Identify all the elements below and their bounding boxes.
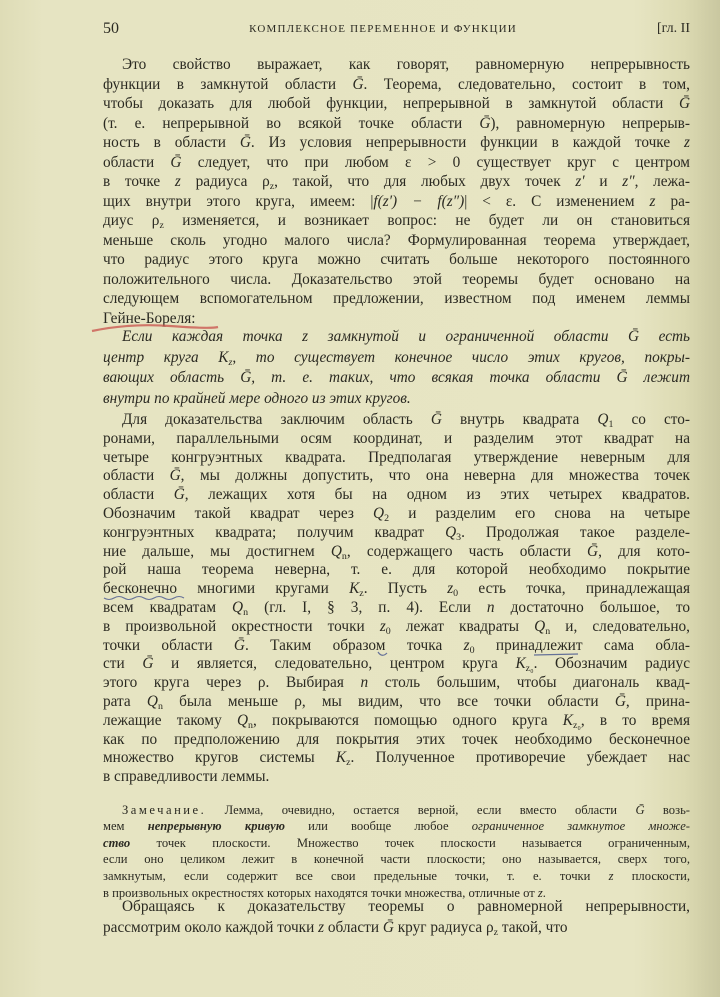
text-line	[103, 730, 690, 750]
subscript: 3	[456, 531, 462, 543]
text-run: . Обозначим радиус	[533, 655, 690, 673]
text-run: круг радиуса ρ	[393, 919, 494, 936]
text-run: и	[584, 173, 623, 190]
text-run: . Из условия непрерывности функции в каждой точке	[250, 134, 685, 151]
text-run: , покрываются помощью одного круга	[252, 711, 563, 729]
text-line	[103, 748, 690, 768]
emphasis-text: Ḡ	[173, 486, 185, 504]
subscript: z	[346, 757, 351, 769]
text-line	[103, 133, 690, 153]
text-run: . Теорема, следовательно, состоит в том,	[363, 75, 690, 93]
text-run: центр круга K	[103, 348, 229, 366]
emphasis-text: ограниченное замкнутое множе-	[471, 819, 690, 834]
text-run: | < ε. С изменением	[464, 192, 650, 210]
emphasis-text: Q	[236, 711, 249, 729]
emphasis-text: Q	[534, 617, 546, 635]
text-run: сти	[103, 655, 143, 673]
chapter-marker: [гл. II	[656, 21, 690, 36]
text-run: , то существует конечное число этих кругов, покры-	[232, 348, 690, 366]
text-run: ние дальше, мы достигнем	[103, 542, 331, 560]
text-run: . Таким образом точка	[244, 636, 464, 654]
text-run: внутрь квадрата	[441, 411, 598, 428]
text-run: плоскости,	[613, 868, 690, 883]
text-run: вающих область Ḡ, т. е. таких, что всякая точка области Ḡ лежит	[103, 369, 690, 387]
emphasis-text: Ḡ	[233, 636, 245, 654]
emphasis-text: непрерывную кривую	[147, 819, 285, 834]
text-run: есть точка, принадлежащая	[458, 580, 690, 598]
text-run: , для кото-	[598, 542, 690, 560]
text-run: . Пусть	[363, 580, 448, 598]
text-run: изменяется, и возникает вопрос: не будет ли он становиться	[163, 212, 690, 229]
text-line	[103, 897, 690, 917]
text-run: возь-	[644, 802, 691, 817]
emphasis-text: K	[562, 711, 573, 729]
text-run: функции в замкнутой области	[103, 75, 353, 93]
emphasis-text: K	[349, 580, 360, 598]
text-run: в произвольных окрестностях которых находятся точки множества, отличные от	[103, 885, 538, 900]
subscript: 0	[453, 588, 459, 600]
text-run: рой наша теорема неверна, т. е. для которой необходимо покрытие	[103, 561, 690, 579]
text-run: и разделим его снова на четыре	[389, 505, 690, 522]
text-run: области	[324, 919, 383, 936]
text-line	[103, 114, 690, 134]
text-run: была меньше ρ, мы видим, что все точки области	[162, 693, 615, 710]
emphasis-text: z	[379, 617, 386, 635]
text-line	[103, 598, 690, 618]
text-run: .	[542, 885, 546, 900]
text-run: точек плоскости. Множество точек плоскости называется ограниченным,	[130, 835, 690, 850]
text-run: , мы должны допустить, что она неверна для множества точек	[180, 467, 690, 485]
text-line	[103, 918, 690, 938]
text-run: множество кругов системы	[103, 749, 336, 767]
text-run: лежат квадраты	[390, 617, 535, 635]
emphasis-text: z	[608, 868, 614, 883]
emphasis-text: z	[318, 919, 325, 936]
emphasis-text: z	[537, 885, 543, 900]
subscript: 2	[384, 512, 390, 524]
text-line	[103, 485, 690, 505]
emphasis-text: Ḡ	[382, 919, 394, 936]
subscript: n	[157, 700, 163, 712]
text-run: Обращаясь к доказательству теоремы о равномерной непрерывности,	[122, 898, 690, 915]
text-run: со сто-	[613, 411, 690, 428]
text-run: Лемма, очевидно, остается верной, если вместо области	[206, 802, 636, 817]
text-run: всем квадратам	[103, 599, 233, 616]
emphasis-text: z	[463, 636, 470, 654]
text-line	[103, 270, 690, 290]
text-line	[103, 368, 690, 388]
subscript: z	[493, 926, 499, 938]
text-line	[103, 835, 690, 852]
text-run: щих внутри этого круга, имеем: |	[103, 192, 374, 210]
subscript: z	[228, 356, 233, 368]
text-run: , такой, что для любых двух точек	[274, 173, 576, 190]
text-line	[103, 579, 690, 599]
text-run: Для доказательства заключим область	[122, 411, 431, 428]
text-run: бесконечно многими кругами	[103, 580, 350, 598]
emphasis-text: f(z′) − f(z″)	[373, 192, 465, 210]
text-line	[103, 767, 690, 787]
emphasis-text: Ḡ	[352, 75, 364, 93]
text-run: в произвольной окрестности точки	[103, 617, 380, 635]
text-run: положительного числа. Доказательство этой теоремы будет основано на	[103, 270, 690, 288]
emphasis-text: Q	[146, 693, 158, 710]
emphasis-text: Q	[232, 599, 244, 616]
text-run: чтобы доказать для любой функции, непрерывной в замкнутой области	[103, 95, 679, 112]
emphasis-text: Q	[597, 411, 609, 428]
text-line	[103, 309, 690, 329]
page-number: 50	[103, 20, 119, 37]
text-run: лежащие такому	[103, 711, 237, 729]
text-line	[103, 802, 690, 819]
subscript: z₀	[572, 719, 581, 731]
text-run: этого круга через ρ. Выбирая	[103, 674, 361, 692]
emphasis-text: z	[447, 580, 454, 598]
text-run: , содержащего часть области	[346, 542, 588, 560]
text-run: в точке	[103, 173, 175, 190]
text-line	[103, 211, 690, 231]
text-run: (гл. I, § 3, п. 4). Если	[248, 599, 487, 616]
text-run: рата	[103, 693, 147, 710]
text-line	[103, 75, 690, 95]
text-run: области	[103, 486, 174, 504]
text-run: мем	[103, 819, 148, 834]
subscript: n	[341, 550, 347, 562]
text-run: если оно целиком лежит в конечной части плоскости; оно называется, сверх того,	[103, 852, 690, 867]
text-run: области	[103, 467, 170, 485]
emphasis-text: z	[174, 173, 181, 190]
text-line	[103, 389, 690, 409]
text-run: , в то время	[580, 711, 691, 729]
emphasis-text: Q	[373, 505, 385, 522]
text-line	[103, 523, 690, 543]
text-run: достаточно большое, то	[494, 599, 690, 616]
text-run: ность в области	[103, 134, 240, 151]
text-run: замкнутым, если содержит все свои предельные точки, т. е. точки	[103, 868, 609, 883]
subscript: n	[248, 719, 253, 731]
text-run: как по предположению для покрытия этих точек необходимо бесконечное	[103, 730, 690, 748]
subscript: 1	[608, 418, 614, 430]
emphasis-text: Ḡ	[587, 542, 599, 560]
text-run: . Полученное противоречие убеждает нас	[350, 749, 690, 767]
emphasis-text: K	[335, 749, 347, 767]
text-run: конгруэнтных квадрата; получим квадрат	[103, 523, 446, 541]
text-run: такой, что	[498, 919, 568, 936]
text-line	[103, 560, 690, 580]
subscript: z₀	[525, 663, 534, 675]
subscript: z	[269, 180, 275, 192]
emphasis-text: n	[360, 674, 369, 692]
text-line	[103, 153, 690, 173]
subscript: 0	[385, 625, 391, 637]
text-run: , прина-	[625, 693, 690, 710]
text-line	[103, 818, 690, 835]
text-line	[103, 692, 690, 712]
text-run: четыре конгруэнтных квадрата. Предполагая утверждение неверным для	[103, 448, 690, 466]
text-run: Если каждая точка z замкнутой и ограниченной области Ḡ есть	[122, 328, 690, 345]
text-run: столь большим, чтобы диагональ квад-	[368, 674, 690, 692]
emphasis-text: z	[684, 134, 690, 151]
emphasis-text: z″	[622, 173, 635, 190]
text-line	[103, 348, 690, 368]
text-run: следует, что при любом ε > 0 существует круг с центром	[181, 153, 690, 171]
text-run: точки области	[103, 636, 234, 654]
text-run: что радиус этого круга можно считать больше некоторого постоянного	[103, 251, 690, 268]
text-line	[103, 94, 690, 114]
text-line	[103, 673, 690, 693]
text-line	[103, 172, 690, 192]
emphasis-text: Q	[330, 542, 342, 560]
text-line	[103, 410, 690, 430]
text-run: и, следовательно,	[550, 617, 690, 635]
emphasis-text: Ḡ	[614, 693, 626, 710]
text-line	[103, 654, 690, 674]
text-line	[103, 448, 690, 468]
emphasis-text: Ḡ	[678, 95, 690, 112]
text-run: , лежа-	[634, 173, 690, 190]
text-line	[103, 711, 690, 731]
text-line	[103, 504, 690, 524]
running-title: КОМПЛЕКСНОЕ ПЕРЕМЕННОЕ И ФУНКЦИИ	[249, 23, 517, 35]
text-run: принадлежит сама обла-	[474, 636, 690, 654]
text-line	[103, 192, 690, 212]
text-line	[103, 55, 690, 75]
text-run: следующем вспомогательном предложении, известном под именем леммы	[103, 290, 690, 307]
emphasis-text: Ḡ	[142, 655, 154, 673]
text-run: (т. е. непрерывной во всякой точке области	[103, 114, 480, 132]
text-line	[103, 466, 690, 486]
emphasis-text: Ḡ	[169, 467, 181, 485]
text-run: в справедливости леммы.	[103, 768, 270, 786]
text-line	[103, 250, 690, 270]
text-line	[103, 851, 690, 868]
emphasis-text: Ḡ	[170, 153, 182, 171]
text-run: ра-	[655, 192, 691, 210]
subscript: z	[359, 588, 364, 600]
text-line	[103, 327, 690, 347]
text-line	[103, 231, 690, 251]
text-run: , лежащих хотя бы на одном из этих четырех квадратов.	[184, 486, 690, 504]
text-run: ронами, параллельными осям координат, и разделим этот квадрат на	[103, 429, 690, 447]
emphasis-text: Q	[445, 523, 457, 541]
text-line	[103, 289, 690, 309]
text-run: рассмотрим около каждой точки	[103, 919, 319, 936]
text-run: ), равномерную непрерыв-	[490, 114, 690, 132]
text-line	[103, 636, 690, 656]
emphasis-text: Ḡ	[430, 411, 442, 428]
emphasis-text: z	[649, 192, 656, 210]
text-run: Обозначим такой квадрат через	[103, 505, 374, 522]
subscript: z	[159, 219, 164, 231]
text-run: внутри по крайней мере одного из этих кругов.	[103, 390, 411, 408]
subscript: n	[545, 625, 551, 637]
text-run: Это свойство выражает, как говорят, равномерную непрерывность	[122, 56, 690, 73]
text-run: . Продолжая такое разделе-	[461, 523, 690, 541]
text-run: и является, следовательно, центром круга	[153, 655, 516, 673]
text-line	[103, 429, 690, 449]
text-run: радиуса ρ	[180, 173, 270, 190]
emphasis-text: Ḡ	[479, 114, 491, 132]
text-run: Гейне-Бореля:	[103, 309, 196, 327]
text-line	[103, 617, 690, 637]
emphasis-text: ство	[103, 835, 131, 850]
remark-label: Замечание.	[122, 802, 207, 817]
emphasis-text: K	[515, 655, 526, 673]
subscript: n	[243, 606, 249, 618]
subscript: 0	[469, 644, 475, 656]
emphasis-text: Ḡ	[239, 134, 251, 151]
text-line	[103, 868, 690, 885]
text-run: или вообще любое	[284, 819, 472, 834]
text-line	[103, 542, 690, 562]
text-run: меньше сколь угодно малого числа? Формулированная теорема утверждает,	[103, 231, 690, 249]
emphasis-text: z′	[575, 173, 585, 190]
emphasis-text: n	[486, 599, 495, 616]
text-run: диус ρ	[103, 212, 160, 229]
text-run: области	[103, 153, 171, 171]
emphasis-text: Ḡ	[635, 802, 645, 817]
